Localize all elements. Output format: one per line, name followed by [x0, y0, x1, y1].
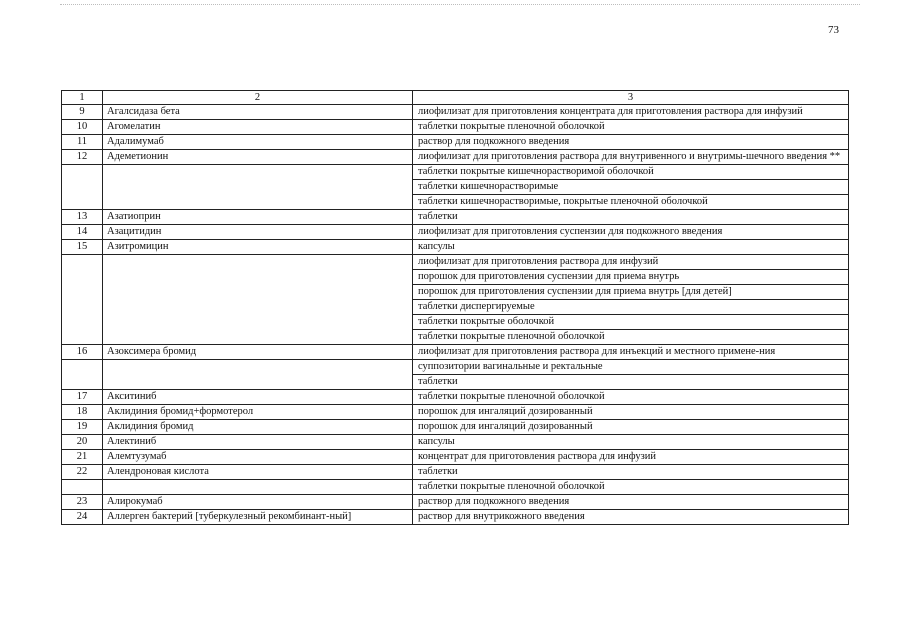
table-row [62, 510, 849, 525]
row-number: 13 [62, 210, 103, 225]
row-number: 11 [62, 135, 103, 150]
dosage-form: таблетки [413, 375, 849, 390]
drug-name-continued [103, 330, 413, 345]
dosage-form: порошок для приготовления суспензии для приема внутрь [413, 270, 849, 285]
row-number: 19 [62, 420, 103, 435]
table-row [62, 495, 849, 510]
dosage-form: таблетки [413, 465, 849, 480]
row-number-continued [62, 360, 103, 375]
dosage-form: таблетки покрытые пленочной оболочкой [413, 480, 849, 495]
row-number-continued [62, 285, 103, 300]
drug-name: Аклидиния бромид [103, 420, 413, 435]
table-subrow [62, 480, 849, 495]
table-subrow [62, 315, 849, 330]
page-number: 73 [828, 24, 839, 36]
drug-name: Аклидиния бромид+формотерол [103, 405, 413, 420]
dosage-form: таблетки [413, 210, 849, 225]
drug-name: Алектиниб [103, 435, 413, 450]
row-number-continued [62, 480, 103, 495]
row-number: 17 [62, 390, 103, 405]
table-subrow [62, 360, 849, 375]
dosage-form: таблетки кишечнорастворимые, покрытые пленочной оболочкой [413, 195, 849, 210]
dosage-form: лиофилизат для приготовления раствора для инъекций и местного примене-ния [413, 345, 849, 360]
dosage-form: капсулы [413, 435, 849, 450]
table-row [62, 465, 849, 480]
table-row [62, 435, 849, 450]
dosage-form: концентрат для приготовления раствора для инфузий [413, 450, 849, 465]
drug-name: Агалсидаза бета [103, 105, 413, 120]
table-header-row [62, 91, 849, 105]
row-number-continued [62, 180, 103, 195]
row-number: 10 [62, 120, 103, 135]
table-subrow [62, 300, 849, 315]
drug-table [61, 90, 849, 525]
table-row [62, 225, 849, 240]
drug-name-continued [103, 165, 413, 180]
row-number: 18 [62, 405, 103, 420]
row-number: 15 [62, 240, 103, 255]
drug-name-continued [103, 195, 413, 210]
row-number: 22 [62, 465, 103, 480]
dosage-form: лиофилизат для приготовления раствора для внутривенного и внутримы-шечного введения ** [413, 150, 849, 165]
row-number: 21 [62, 450, 103, 465]
row-number: 23 [62, 495, 103, 510]
drug-name: Адалимумаб [103, 135, 413, 150]
dosage-form: лиофилизат для приготовления суспензии для подкожного введения [413, 225, 849, 240]
table-row [62, 150, 849, 165]
table-row [62, 210, 849, 225]
dosage-form: раствор для подкожного введения [413, 135, 849, 150]
row-number-continued [62, 315, 103, 330]
table-row [62, 450, 849, 465]
table-row [62, 240, 849, 255]
drug-name: Азатиоприн [103, 210, 413, 225]
table-subrow [62, 195, 849, 210]
dosage-form: таблетки покрытые оболочкой [413, 315, 849, 330]
drug-name: Азацитидин [103, 225, 413, 240]
drug-name-continued [103, 315, 413, 330]
table-row [62, 120, 849, 135]
row-number-continued [62, 375, 103, 390]
table-row [62, 390, 849, 405]
table-subrow [62, 330, 849, 345]
drug-name-continued [103, 375, 413, 390]
drug-name: Адеметионин [103, 150, 413, 165]
row-number: 12 [62, 150, 103, 165]
drug-name: Алендроновая кислота [103, 465, 413, 480]
row-number-continued [62, 195, 103, 210]
row-number: 16 [62, 345, 103, 360]
scan-artifact-line [60, 4, 860, 7]
drug-name-continued [103, 480, 413, 495]
drug-name: Азоксимера бромид [103, 345, 413, 360]
row-number-continued [62, 270, 103, 285]
drug-name-continued [103, 180, 413, 195]
dosage-form: лиофилизат для приготовления концентрата для приготовления раствора для инфузий [413, 105, 849, 120]
drug-name-continued [103, 360, 413, 375]
drug-name: Азитромицин [103, 240, 413, 255]
table-subrow [62, 270, 849, 285]
drug-name: Алемтузумаб [103, 450, 413, 465]
row-number-continued [62, 330, 103, 345]
dosage-form: таблетки покрытые пленочной оболочкой [413, 120, 849, 135]
dosage-form: таблетки кишечнорастворимые [413, 180, 849, 195]
drug-name: Агомелатин [103, 120, 413, 135]
row-number: 14 [62, 225, 103, 240]
row-number: 24 [62, 510, 103, 525]
drug-name-continued [103, 270, 413, 285]
table-row [62, 420, 849, 435]
table-row [62, 345, 849, 360]
dosage-form: порошок для ингаляций дозированный [413, 420, 849, 435]
row-number-continued [62, 300, 103, 315]
drug-name-continued [103, 300, 413, 315]
table-subrow [62, 180, 849, 195]
table-row [62, 105, 849, 120]
drug-name: Алирокумаб [103, 495, 413, 510]
table-subrow [62, 255, 849, 270]
table-subrow [62, 285, 849, 300]
dosage-form: таблетки диспергируемые [413, 300, 849, 315]
drug-name: Аллерген бактерий [туберкулезный рекомбинант-ный] [103, 510, 413, 525]
dosage-form: раствор для подкожного введения [413, 495, 849, 510]
drug-name-continued [103, 285, 413, 300]
dosage-form: порошок для приготовления суспензии для приема внутрь [для детей] [413, 285, 849, 300]
dosage-form: таблетки покрытые кишечнорастворимой оболочкой [413, 165, 849, 180]
dosage-form: таблетки покрытые пленочной оболочкой [413, 330, 849, 345]
table-row [62, 135, 849, 150]
dosage-form: порошок для ингаляций дозированный [413, 405, 849, 420]
dosage-form: таблетки покрытые пленочной оболочкой [413, 390, 849, 405]
dosage-form: суппозитории вагинальные и ректальные [413, 360, 849, 375]
column-header: 3 [413, 91, 849, 105]
row-number-continued [62, 255, 103, 270]
column-header: 2 [103, 91, 413, 105]
dosage-form: лиофилизат для приготовления раствора для инфузий [413, 255, 849, 270]
table-row [62, 405, 849, 420]
row-number: 20 [62, 435, 103, 450]
drug-name-continued [103, 255, 413, 270]
table-subrow [62, 165, 849, 180]
row-number: 9 [62, 105, 103, 120]
dosage-form: капсулы [413, 240, 849, 255]
column-header: 1 [62, 91, 103, 105]
table-subrow [62, 375, 849, 390]
dosage-form: раствор для внутрикожного введения [413, 510, 849, 525]
row-number-continued [62, 165, 103, 180]
drug-name: Акситиниб [103, 390, 413, 405]
